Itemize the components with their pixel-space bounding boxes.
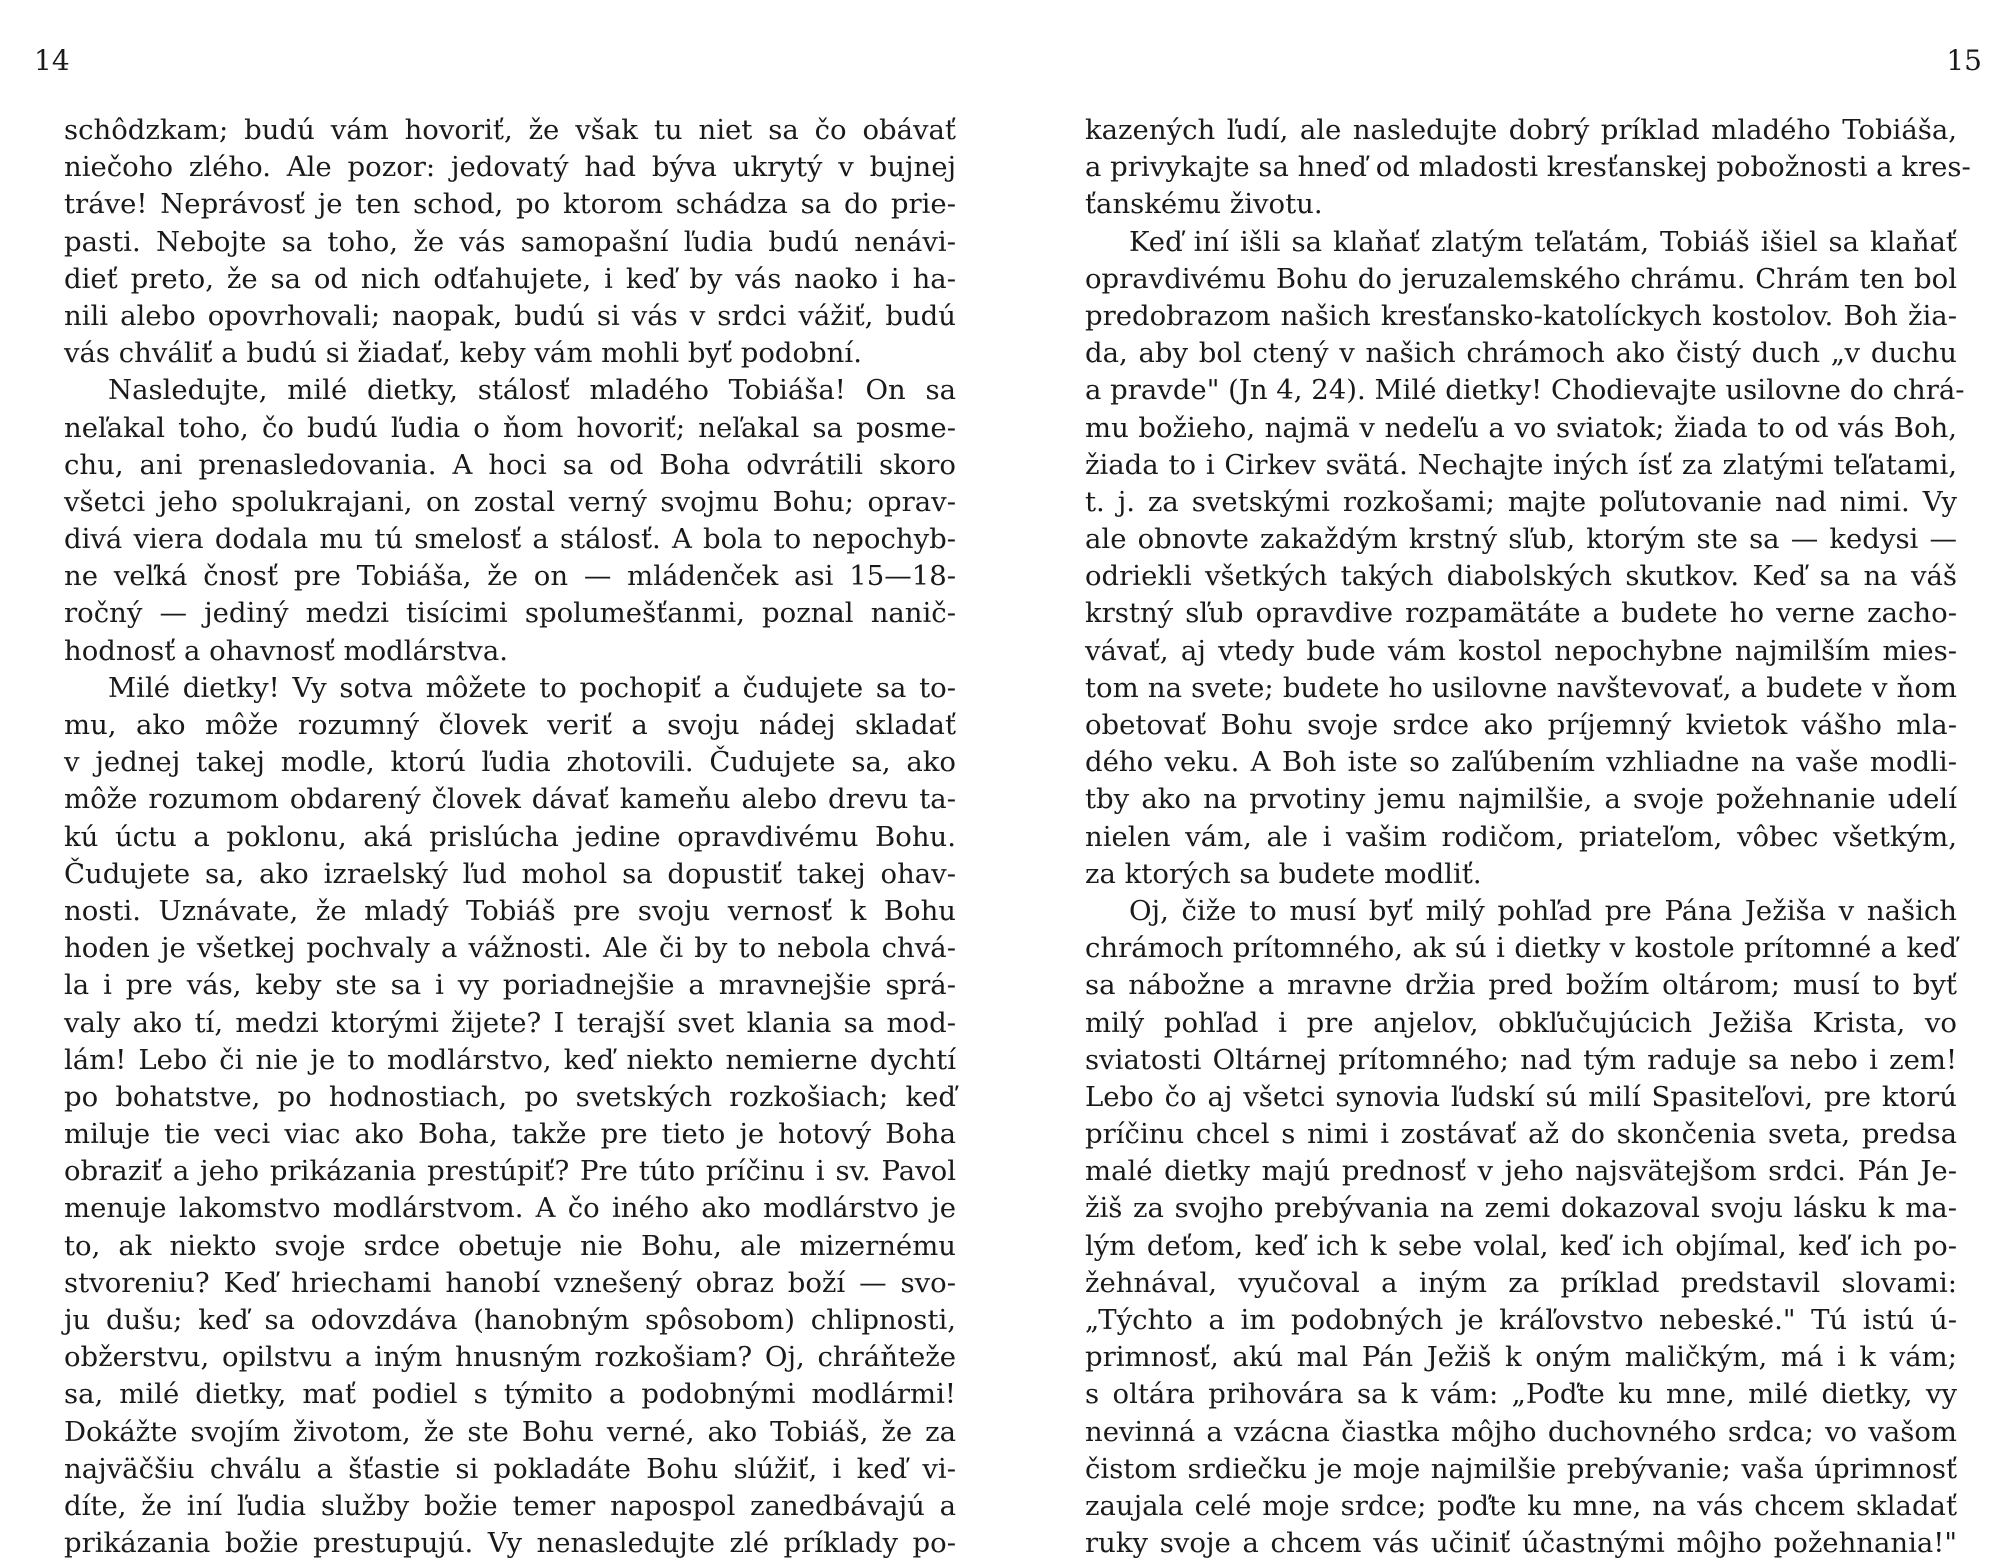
text-line: nosti. Uznávate, že mladý Tobiáš pre svoju vernosť k Bohu	[64, 894, 956, 927]
text-line: lám! Lebo či nie je to modlárstvo, keď niekto nemierne dychtí	[64, 1043, 956, 1076]
text-line: la i pre vás, keby ste sa i vy poriadnejšie a mravnejšie sprá-	[64, 969, 956, 1002]
text-line: nili alebo opovrhovali; naopak, budú si vás v srdci vážiť, budú	[64, 299, 956, 332]
text-line: tby ako na prvotiny jemu najmilšie, a svoje požehnanie udelí	[1085, 783, 1957, 816]
text-line: Dokážte svojím životom, že ste Bohu verné, ako Tobiáš, že za	[64, 1415, 956, 1448]
text-line: krstný sľub opravdive rozpamätáte a budete ho verne zacho-	[1085, 597, 1957, 630]
text-line: tráve! Neprávosť je ten schod, po ktorom schádza sa do prie-	[64, 188, 956, 221]
page-number: 15	[1946, 44, 1982, 77]
text-line: žehnával, vyučoval a iným za príklad predstavil slovami:	[1085, 1266, 1957, 1299]
text-line: Milé dietky! Vy sotva môžete to pochopiť a čudujete sa to-	[108, 671, 956, 704]
text-line: v jednej takej modle, ktorú ľudia zhotovili. Čudujete sa, ako	[64, 746, 956, 779]
text-line: všetci jeho spolukrajani, on zostal verný svojmu Bohu; oprav-	[64, 485, 956, 518]
text-line: valy ako tí, medzi ktorými žijete? I terajší svet klania sa mod-	[64, 1006, 956, 1039]
text-line: chu, ani prenasledovania. A hoci sa od Boha odvrátili skoro	[64, 448, 956, 481]
text-line: Keď iní išli sa klaňať zlatým teľatám, Tobiáš išiel sa klaňať	[1129, 225, 1957, 258]
text-line: to, ak niekto svoje srdce obetuje nie Bohu, ale mizernému	[64, 1229, 956, 1262]
text-line: a privykajte sa hneď od mladosti kresťanskej pobožnosti a kres-	[1085, 151, 1971, 184]
text-line: ročný — jediný medzi tisícimi spolumešťanmi, poznal nanič-	[64, 597, 956, 630]
text-line: ruky svoje a chcem vás učiniť účastnými môjho požehnania!"	[1085, 1527, 1957, 1560]
text-line: obraziť a jeho prikázania prestúpiť? Pre túto príčinu i sv. Pavol	[64, 1155, 956, 1188]
page-number: 14	[34, 44, 70, 77]
text-line: milý pohľad i pre anjelov, obkľučujúcich Ježiša Krista, vo	[1085, 1006, 1957, 1039]
right-page-text	[1085, 112, 1971, 1562]
text-line: predobrazom našich kresťansko-katolíckych kostolov. Boh žia-	[1085, 299, 1957, 332]
text-line: príčinu chcel s nimi i zostávať až do skončenia sveta, predsa	[1085, 1118, 1957, 1151]
text-line: niečoho zlého. Ale pozor: jedovatý had býva ukrytý v bujnej	[64, 151, 956, 184]
text-line: lým deťom, keď ich k sebe volal, keď ich objímal, keď ich po-	[1085, 1229, 1957, 1262]
text-line: díte, že iní ľudia služby božie temer napospol zanedbávajú a	[64, 1489, 956, 1522]
text-line: pasti. Nebojte sa toho, že vás samopašní ľudia budú nenávi-	[64, 225, 956, 258]
text-line: a pravde" (Jn 4, 24). Milé dietky! Chodievajte usilovne do chrá-	[1085, 374, 1965, 407]
text-line: Nasledujte, milé dietky, stálosť mladého Tobiáša! On sa	[108, 374, 956, 407]
text-line: neľakal toho, čo budú ľudia o ňom hovoriť; neľakal sa posme-	[64, 411, 956, 444]
text-line: da, aby bol ctený v našich chrámoch ako čistý duch „v duchu	[1085, 337, 1957, 370]
text-line: primnosť, akú mal Pán Ježiš k oným maličkým, má i k vám;	[1085, 1341, 1957, 1374]
text-line: nielen vám, ale i vašim rodičom, priateľom, vôbec všetkým,	[1085, 820, 1957, 853]
text-line: vás chváliť a budú si žiadať, keby vám mohli byť podobní.	[64, 337, 862, 370]
text-line: po bohatstve, po hodnostiach, po svetských rozkošiach; keď	[64, 1080, 956, 1113]
text-line: ne veľká čnosť pre Tobiáša, že on — mládenček asi 15—18-	[64, 560, 956, 593]
text-line: Čudujete sa, ako izraelský ľud mohol sa dopustiť takej ohav-	[64, 857, 956, 890]
left-page-text	[64, 112, 956, 1562]
text-line: za ktorých sa budete modliť.	[1085, 857, 1482, 890]
text-line: sa nábožne a mravne držia pred božím oltárom; musí to byť	[1085, 969, 1957, 1002]
text-line: tom na svete; budete ho usilovne navštevovať, a budete v ňom	[1085, 671, 1957, 704]
text-line: divá viera dodala mu tú smelosť a stálosť. A bola to nepochyb-	[64, 523, 956, 556]
text-line: prikázania božie prestupujú. Vy nenasledujte zlé príklady po-	[64, 1527, 956, 1560]
text-line: chrámoch prítomného, ak sú i dietky v kostole prítomné a keď	[1085, 932, 1957, 965]
right-page	[1010, 0, 2012, 1560]
text-line: „Týchto a im podobných je kráľovstvo nebeské." Tú istú ú-	[1085, 1304, 1957, 1336]
text-line: nevinná a vzácna čiastka môjho duchovného srdca; vo vašom	[1085, 1415, 1957, 1448]
text-line: ťanskému životu.	[1085, 188, 1323, 221]
text-line: sviatosti Oltárnej prítomného; nad tým raduje sa nebo i zem!	[1085, 1043, 1957, 1076]
text-line: obžerstvu, opilstvu a iným hnusným rozkošiam? Oj, chráňteže	[64, 1341, 956, 1374]
text-line: dého veku. A Boh iste so zaľúbením vzhliadne na vaše modli-	[1085, 746, 1957, 779]
text-line: s oltára prihovára sa k vám: „Poďte ku mne, milé dietky, vy	[1085, 1378, 1957, 1411]
text-line: kú úctu a poklonu, aká prislúcha jedine opravdivému Bohu.	[64, 820, 956, 853]
text-line: opravdivému Bohu do jeruzalemského chrámu. Chrám ten bol	[1085, 262, 1957, 295]
text-line: ale obnovte zakaždým krstný sľub, ktorým ste sa — kedysi —	[1085, 523, 1957, 556]
text-line: mu božieho, najmä v nedeľu a vo sviatok; žiada to od vás Boh,	[1085, 411, 1957, 444]
text-line: malé dietky majú prednosť v jeho najsvätejšom srdci. Pán Je-	[1085, 1155, 1957, 1188]
text-line: Lebo čo aj všetci synovia ľudskí sú milí Spasiteľovi, pre ktorú	[1085, 1080, 1957, 1113]
text-line: schôdzkam; budú vám hovoriť, že však tu niet sa čo obávať	[64, 114, 956, 146]
text-line: hoden je všetkej pochvaly a vážnosti. Ale či by to nebola chvá-	[64, 932, 956, 965]
text-line: vávať, aj vtedy bude vám kostol nepochybne najmilším mies-	[1085, 634, 1957, 667]
text-line: sa, milé dietky, mať podiel s týmito a podobnými modlármi!	[64, 1378, 956, 1411]
text-line: menuje lakomstvo modlárstvom. A čo iného ako modlárstvo je	[64, 1192, 956, 1225]
text-line: hodnosť a ohavnosť modlárstva.	[64, 634, 508, 667]
text-line: čistom srdiečku je moje najmilšie prebývanie; vaša úprimnosť	[1085, 1452, 1957, 1485]
text-line: Oj, čiže to musí byť milý pohľad pre Pána Ježiša v našich	[1129, 894, 1957, 927]
text-line: žiš za svojho prebývania na zemi dokazoval svoju lásku k ma-	[1085, 1192, 1957, 1225]
text-line: zaujala celé moje srdce; poďte ku mne, na vás chcem skladať	[1085, 1489, 1957, 1522]
left-page	[0, 0, 1000, 1560]
text-line: obetovať Bohu svoje srdce ako príjemný kvietok vášho mla-	[1085, 709, 1957, 741]
text-line: najväčšiu chválu a šťastie si pokladáte Bohu slúžiť, i keď vi-	[64, 1452, 956, 1485]
text-line: stvoreniu? Keď hriechami hanobí vznešený obraz boží — svo-	[64, 1266, 956, 1299]
text-line: odriekli všetkých takých diabolských skutkov. Keď sa na váš	[1085, 560, 1957, 593]
text-line: miluje tie veci viac ako Boha, takže pre tieto je hotový Boha	[64, 1118, 956, 1151]
text-line: kazených ľudí, ale nasledujte dobrý príklad mladého Tobiáša,	[1085, 114, 1957, 146]
text-line: t. j. za svetskými rozkošami; majte poľutovanie nad nimi. Vy	[1085, 485, 1957, 518]
text-line: mu, ako môže rozumný človek veriť a svoju nádej skladať	[64, 709, 956, 741]
text-line: môže rozumom obdarený človek dávať kameňu alebo drevu ta-	[64, 783, 956, 816]
text-line: žiada to i Cirkev svätá. Nechajte iných ísť za zlatými teľatami,	[1085, 448, 1957, 481]
text-line: ju dušu; keď sa odovzdáva (hanobným spôsobom) chlipnosti,	[64, 1304, 956, 1336]
text-line: dieť preto, že sa od nich odťahujete, i keď by vás naoko i ha-	[64, 262, 956, 295]
